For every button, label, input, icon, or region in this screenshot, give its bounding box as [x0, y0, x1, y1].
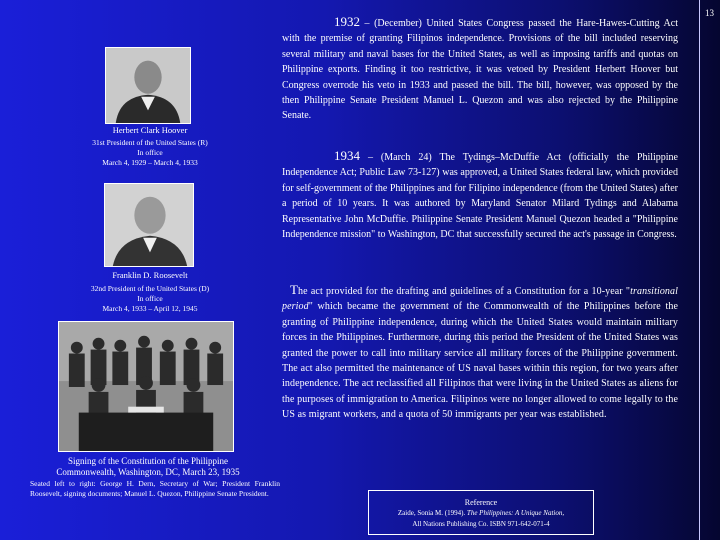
signing-photo: [58, 321, 234, 452]
text-1932: – (December) United States Congress passed the Hare-Hawes-Cutting Act with the premise of granting Filipinos independence. Provisions of the bill included reserving several military and naval bases for the United States, as well as imposing tariffs and quotas on Philippine exports. Finding it too restrictive, it was vetoed by President Herbert Hoover but Congress overrode his veto in 1933 and passed the bill. The bill, however, was opposed by the then Philippine Senate President Manuel L. Quezon and was also rejected by the Philippine Senate.: [282, 18, 678, 122]
hoover-name: Herbert Clark Hoover: [112, 125, 188, 135]
roosevelt-role-block: [60, 284, 240, 314]
text-1934: – (March 24) The Tydings–McDuffie Act (officially the Philippine Independence Act; Public Law 73-127) was approved, a United States federal law, which provided for self-government of the Philippines and for Filipino independence (from the United States) after a period of 10 years. It was authored by Maryland Senator Milard Tydings and Alabama Representative John McDuffie. Philippine Senate President Manuel Quezon headed a "Philippine Independence mission" to Washington, DC that successfully secured the act's passage in Congress.: [282, 152, 678, 241]
reference-box: [368, 490, 594, 535]
signing-title-line1: Signing of the Constitution of the Philippine: [67, 456, 228, 466]
roosevelt-portrait: [104, 183, 194, 267]
roosevelt-office: In office: [137, 294, 163, 303]
reference-author: Zaide, Sonia M. (1994).: [397, 509, 467, 517]
hoover-role: 31st President of the United States (R): [92, 138, 208, 147]
hoover-portrait: [105, 47, 191, 124]
signing-title: [48, 456, 248, 478]
year-1934: 1934: [334, 148, 360, 163]
year-1932: 1932: [334, 14, 360, 29]
act-text-italic: transitional period: [282, 286, 678, 313]
signing-description: Seated left to right: George H. Dern, Secretary of War; President Franklin Roosevelt, signing documents; Manuel L. Quezon, Philippine Senate President.: [30, 479, 280, 498]
signing-title-line2: Commonwealth, Washington, DC, March 23, 1935: [56, 467, 240, 477]
reference-book: The Philippines: A Unique Nation,: [466, 509, 565, 517]
reference-title: Reference: [464, 498, 498, 507]
reference-line2: All Nations Publishing Co. ISBN 971-642-071-4: [412, 520, 550, 528]
roosevelt-role: 32nd President of the United States (D): [90, 284, 210, 293]
act-text-before: he act provided for the drafting and guidelines of a Constitution for a 10-year ": [298, 286, 631, 297]
act-lead-letter: T: [290, 282, 299, 297]
reference-line1: [369, 508, 593, 519]
roosevelt-term: March 4, 1933 – April 12, 1945: [102, 304, 198, 313]
hoover-role-block: [60, 138, 240, 168]
hoover-term: March 4, 1929 – March 4, 1933: [102, 158, 198, 167]
slide-number: 13: [705, 8, 714, 18]
paragraph-act: [282, 282, 678, 423]
hoover-office: In office: [137, 148, 163, 157]
roosevelt-name: Franklin D. Roosevelt: [112, 270, 188, 280]
paragraph-1934: [282, 148, 678, 242]
act-text-after: " which became the government of the Commonwealth of the Philippines before the granting of Philippine independence, during which the United States would maintain military forces in the Philippines. Furthermore, during this period the President of the United States was granted the power to call into military service all military forces of the Philippine government. The act also permitted the maintenance of US naval bases within this region, for two years after independence. The act reclassified all Filipinos that were living in the United States as aliens for the purposes of immigration to America. Filipinos were no longer allowed to come legally to the US as migrant workers, and a quota of 50 immigrants per year was established.: [282, 301, 678, 421]
paragraph-1932: [282, 14, 678, 124]
